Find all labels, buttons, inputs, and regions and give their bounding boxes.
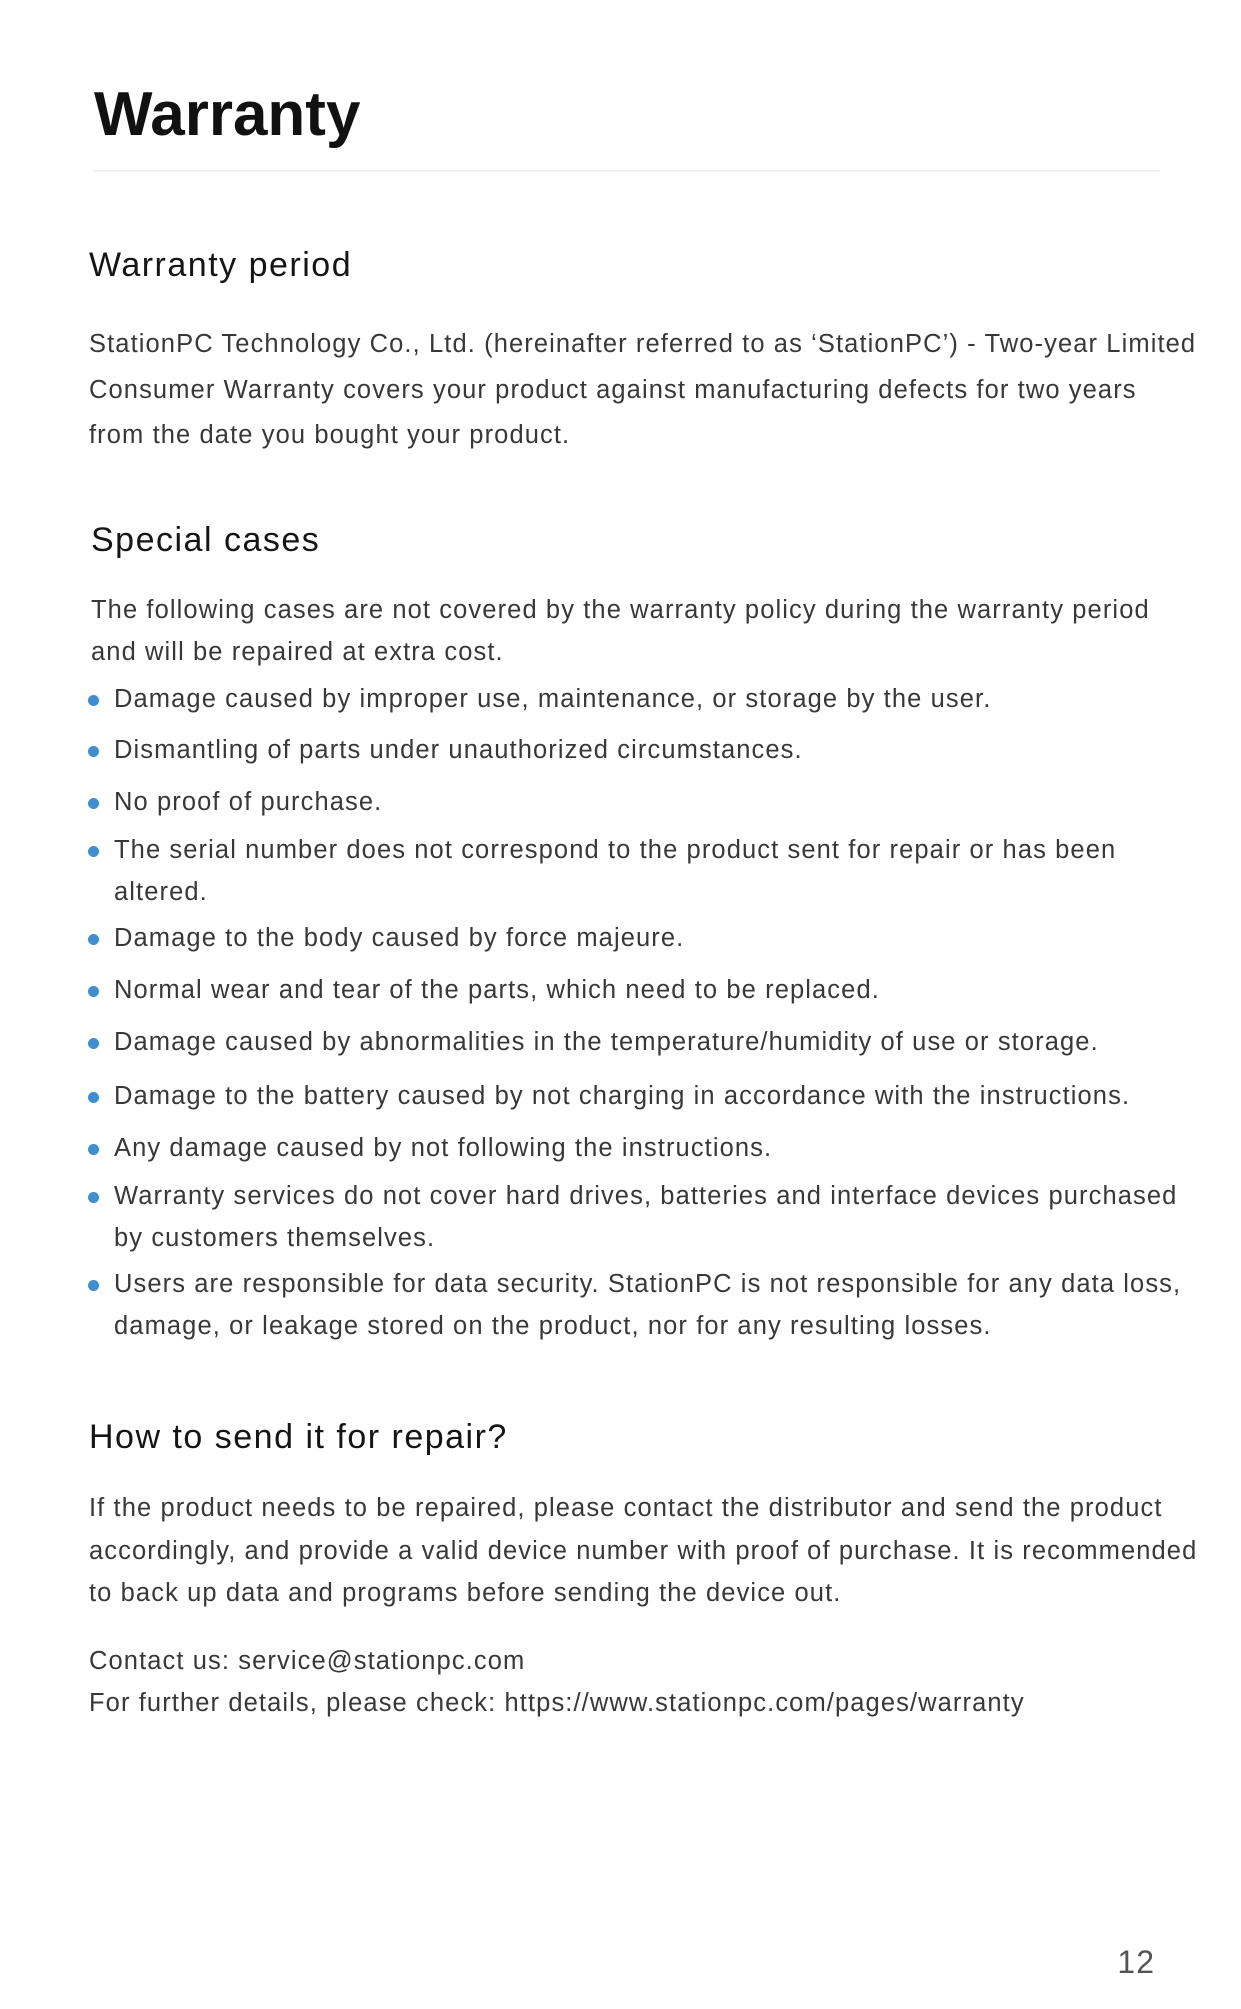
bullet-dot-icon — [88, 798, 99, 809]
list-item: Users are responsible for data security. StationPC is not responsible for any data loss, damage, or leakage stored on the product, nor for any resulting losses. — [88, 1263, 1208, 1347]
list-item: Warranty services do not cover hard drives, batteries and interface devices purchased by customers themselves. — [88, 1175, 1208, 1259]
bullet-dot-icon — [88, 1092, 99, 1103]
bullet-dot-icon — [88, 746, 99, 757]
list-item: No proof of purchase. — [88, 781, 1208, 823]
bullet-dot-icon — [88, 846, 99, 857]
list-item: Dismantling of parts under unauthorized circumstances. — [88, 729, 1208, 771]
bullet-dot-icon — [88, 1038, 99, 1049]
page-title: Warranty — [94, 80, 361, 149]
repair-body: If the product needs to be repaired, please contact the distributor and send the product accordingly, and provide a valid device number with proof of purchase. It is recommended to back up data and programs before sending the device out. — [89, 1494, 1198, 1607]
bullet-dot-icon — [88, 986, 99, 997]
contact-line: Contact us: service@stationpc.com — [89, 1647, 526, 1675]
bullet-dot-icon — [88, 934, 99, 945]
page-number: 12 — [1117, 1944, 1155, 1980]
list-item: Any damage caused by not following the instructions. — [88, 1127, 1208, 1169]
warranty-period-heading: Warranty period — [89, 246, 353, 284]
list-item: Damage to the battery caused by not charging in accordance with the instructions. — [88, 1075, 1208, 1117]
warranty-period-body: StationPC Technology Co., Ltd. (hereinafter referred to as ‘StationPC’) - Two-year Limited Consumer Warranty covers your product against manufacturing defects for two years from the date you bought your product. — [89, 330, 1197, 449]
list-item: Normal wear and tear of the parts, which need to be replaced. — [88, 969, 1208, 1011]
repair-heading: How to send it for repair? — [89, 1418, 508, 1456]
bullet-dot-icon — [88, 695, 99, 706]
details-line: For further details, please check: https://www.stationpc.com/pages/warranty — [89, 1689, 1025, 1717]
list-item: Damage caused by abnormalities in the temperature/humidity of use or storage. — [88, 1021, 1208, 1063]
bullet-dot-icon — [88, 1144, 99, 1155]
special-cases-heading: Special cases — [91, 521, 321, 559]
list-item: Damage to the body caused by force majeure. — [88, 917, 1208, 959]
list-item: The serial number does not correspond to the product sent for repair or has been altered. — [88, 829, 1208, 913]
title-divider — [94, 170, 1160, 172]
list-item: Damage caused by improper use, maintenance, or storage by the user. — [88, 678, 1208, 720]
bullet-dot-icon — [88, 1192, 99, 1203]
bullet-dot-icon — [88, 1280, 99, 1291]
special-cases-intro: The following cases are not covered by the warranty policy during the warranty period and will be repaired at extra cost. — [91, 596, 1150, 666]
